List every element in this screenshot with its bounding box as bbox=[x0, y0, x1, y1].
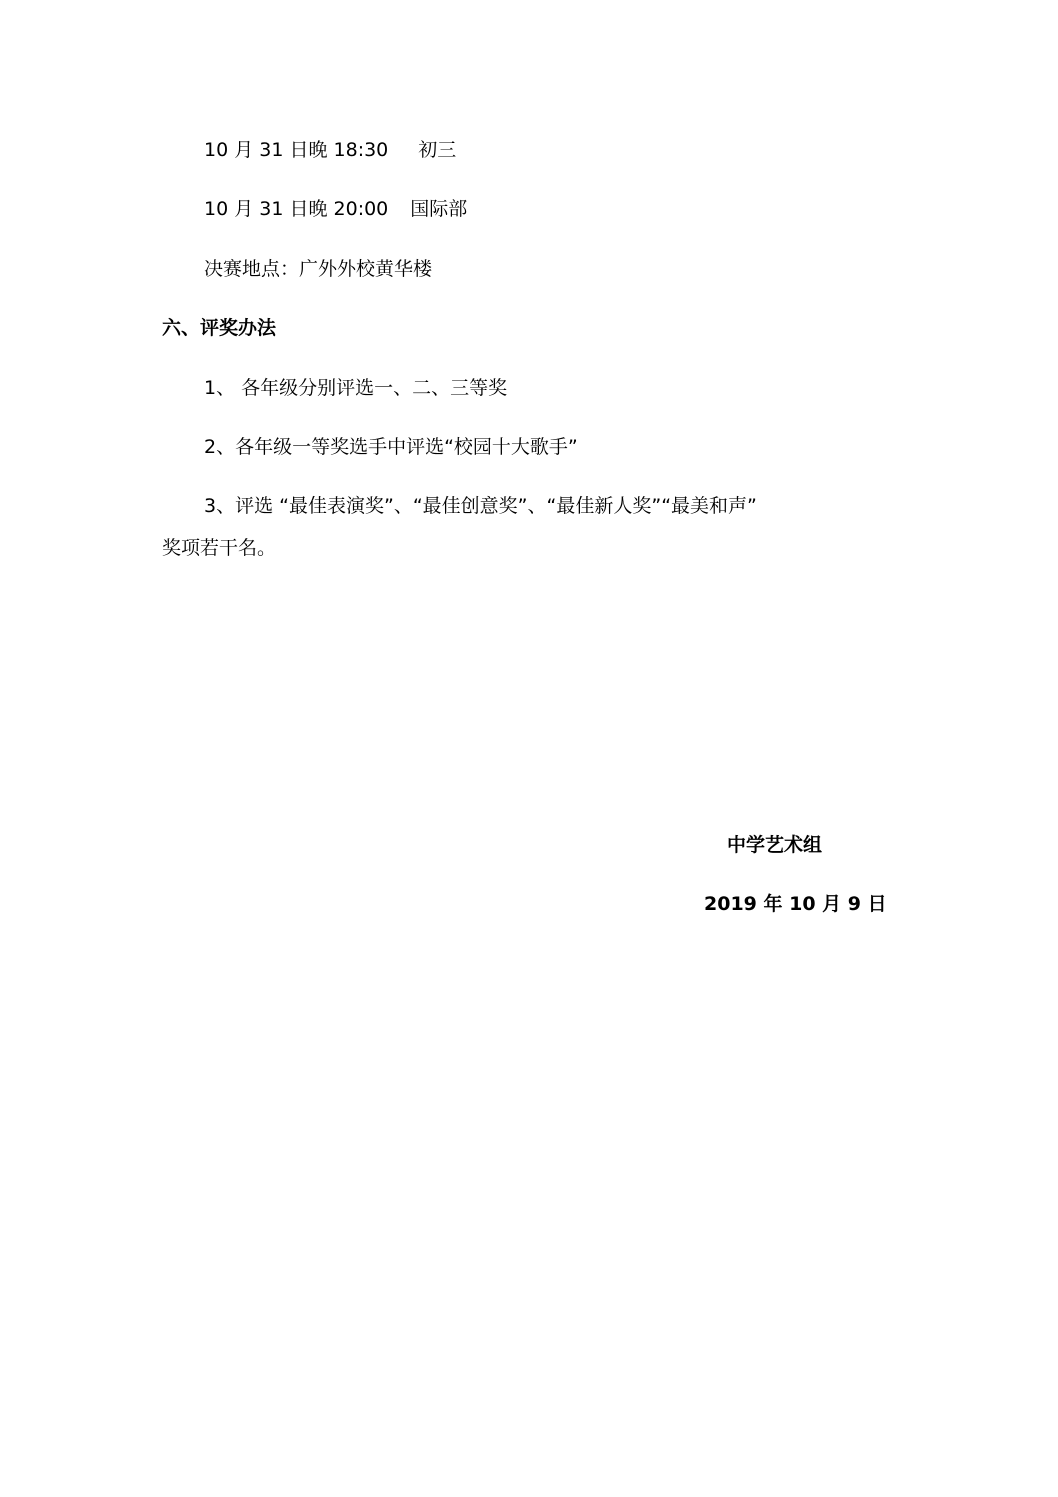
section-heading: 六、评奖办法 bbox=[162, 317, 277, 339]
schedule-group: 国际部 bbox=[410, 198, 468, 220]
award-item-2: 2、各年级一等奖选手中评选“校园十大歌手” bbox=[204, 436, 578, 458]
award-item-3: 3、评选 “最佳表演奖”、“最佳创意奖”、“最佳新人奖”“最美和声” bbox=[204, 495, 757, 517]
schedule-datetime: 10 月 31 日晚 20:00 bbox=[204, 198, 389, 220]
schedule-row-2 bbox=[204, 196, 467, 222]
award-item-3-continuation: 奖项若干名。 bbox=[162, 537, 277, 559]
award-item-1: 1、 各年级分别评选一、二、三等奖 bbox=[204, 377, 508, 399]
venue-line: 决赛地点：广外外校黄华楼 bbox=[204, 258, 433, 280]
signature-date: 2019 年 10 月 9 日 bbox=[704, 893, 887, 915]
schedule-row-1 bbox=[204, 137, 456, 163]
schedule-datetime: 10 月 31 日晚 18:30 bbox=[204, 139, 389, 161]
signature-org: 中学艺术组 bbox=[727, 834, 823, 856]
schedule-group: 初三 bbox=[418, 139, 457, 161]
